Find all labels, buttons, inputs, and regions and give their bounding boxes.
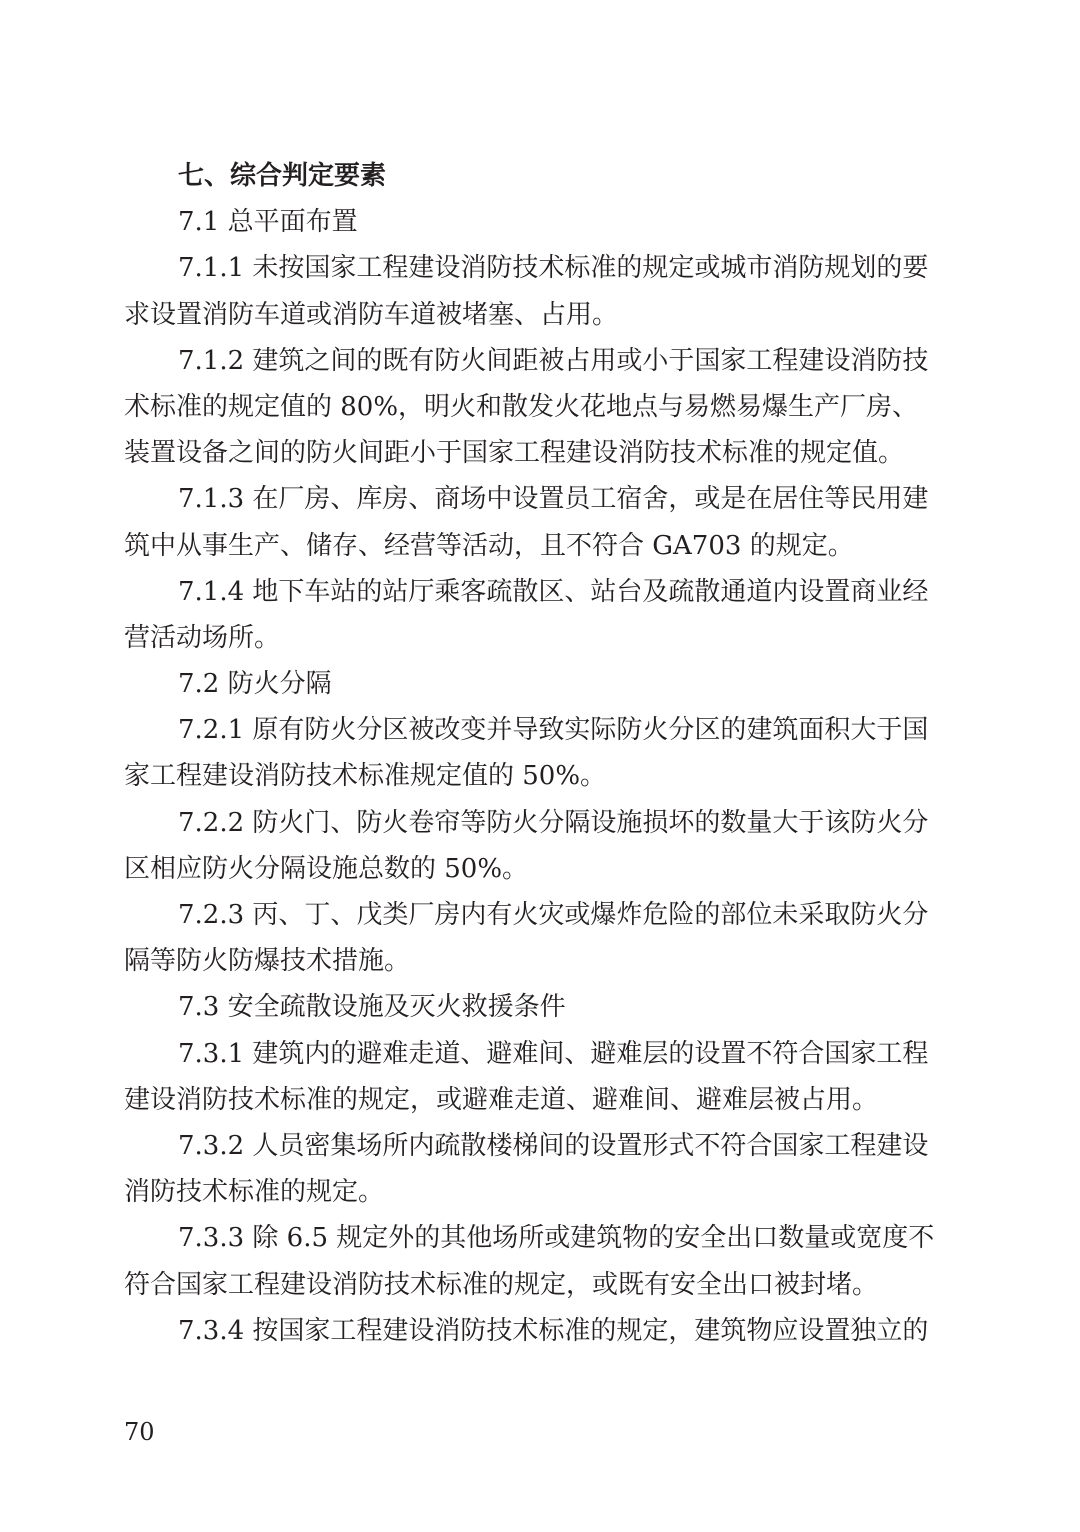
subsection-heading: 7.2 防火分隔 bbox=[178, 669, 332, 700]
paragraph-line: 装置设备之间的防火间距小于国家工程建设消防技术标准的规定值。 bbox=[124, 438, 905, 469]
paragraph-line: 符合国家工程建设消防技术标准的规定，或既有安全出口被封堵。 bbox=[124, 1269, 879, 1300]
paragraph-line: 7.2.1 原有防火分区被改变并导致实际防火分区的建筑面积大于国 bbox=[178, 715, 929, 746]
paragraph-line: 筑中从事生产、储存、经营等活动，且不符合 GA703 的规定。 bbox=[124, 530, 854, 561]
paragraph-line: 消防技术标准的规定。 bbox=[124, 1177, 385, 1208]
paragraph-line: 隔等防火防爆技术措施。 bbox=[124, 946, 411, 977]
paragraph-line: 区相应防火分隔设施总数的 50%。 bbox=[124, 853, 529, 884]
paragraph-line: 家工程建设消防技术标准规定值的 50%。 bbox=[124, 761, 607, 792]
paragraph-line: 建设消防技术标准的规定，或避难走道、避难间、避难层被占用。 bbox=[124, 1084, 879, 1115]
paragraph-line: 7.2.2 防火门、防火卷帘等防火分隔设施损坏的数量大于该防火分 bbox=[178, 807, 929, 838]
paragraph-line: 7.3.3 除 6.5 规定外的其他场所或建筑物的安全出口数量或宽度不 bbox=[178, 1223, 935, 1254]
paragraph-line: 7.3.2 人员密集场所内疏散楼梯间的设置形式不符合国家工程建设 bbox=[178, 1130, 929, 1161]
paragraph-line: 7.1.2 建筑之间的既有防火间距被占用或小于国家工程建设消防技 bbox=[178, 345, 929, 376]
page-body bbox=[124, 153, 958, 1354]
paragraph-line: 7.3.1 建筑内的避难走道、避难间、避难层的设置不符合国家工程 bbox=[178, 1038, 929, 1069]
subsection-heading: 7.1 总平面布置 bbox=[178, 207, 358, 238]
paragraph-line: 7.2.3 丙、丁、戊类厂房内有火灾或爆炸危险的部位未采取防火分 bbox=[178, 900, 929, 930]
paragraph-line: 7.1.3 在厂房、库房、商场中设置员工宿舍，或是在居住等民用建 bbox=[178, 484, 929, 515]
paragraph-line: 7.1.4 地下车站的站厅乘客疏散区、站台及疏散通道内设置商业经 bbox=[178, 576, 929, 607]
section-heading: 七、综合判定要素 bbox=[178, 161, 387, 191]
paragraph-line: 营活动场所。 bbox=[124, 622, 281, 653]
page-number: 70 bbox=[124, 1418, 155, 1446]
paragraph-line: 求设置消防车道或消防车道被堵塞、占用。 bbox=[124, 299, 619, 330]
subsection-heading: 7.3 安全疏散设施及灭火救援条件 bbox=[178, 992, 566, 1023]
paragraph-line: 7.3.4 按国家工程建设消防技术标准的规定，建筑物应设置独立的 bbox=[178, 1315, 929, 1346]
paragraph-line: 术标准的规定值的 80%，明火和散发火花地点与易燃易爆生产厂房、 bbox=[124, 391, 919, 422]
paragraph-line: 7.1.1 未按国家工程建设消防技术标准的规定或城市消防规划的要 bbox=[178, 253, 929, 284]
